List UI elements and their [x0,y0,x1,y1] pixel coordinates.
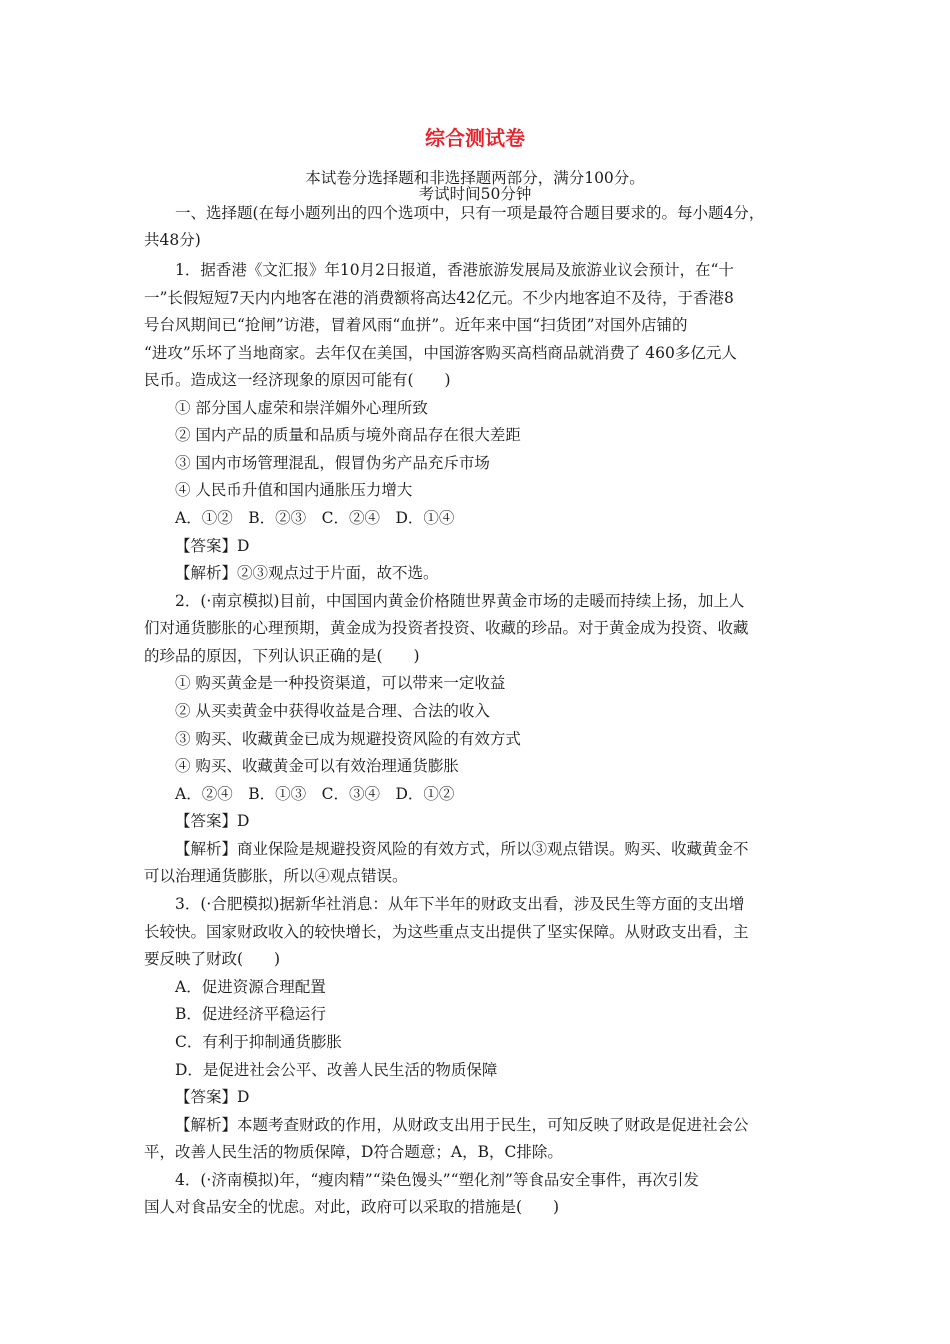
statement-item: ④ 人民币升值和国内通胀压力增大 [175,481,413,499]
question-stem: 的珍品的原因，下列认识正确的是( ) [144,647,420,665]
question-stem: 2．(·南京模拟)目前，中国国内黄金价格随世界黄金市场的走暖而持续上扬，加上人 [175,592,745,610]
question-stem: 要反映了财政( ) [144,950,281,968]
question-stem: 民币。造成这一经济现象的原因可能有( ) [144,371,451,389]
question-stem: “进攻”乐坏了当地商家。去年仅在美国，中国游客购买高档商品就消费了 460多亿元人 [144,344,737,362]
analysis: 【解析】②③观点过于片面，故不选。 [175,564,439,582]
page-title: 综合测试卷 [425,126,525,150]
question-stem: 们对通货膨胀的心理预期，黄金成为投资者投资、收藏的珍品。对于黄金成为投资、收藏 [144,619,749,637]
section-heading: 共48分) [144,231,201,249]
statement-item: ① 部分国人虚荣和崇洋媚外心理所致 [175,399,428,417]
choice-option: A．促进资源合理配置 [175,978,326,996]
answer: 【答案】D [175,1088,250,1106]
statement-item: ② 从买卖黄金中获得收益是合理、合法的收入 [175,702,490,720]
choice-option: D．是促进社会公平、改善人民生活的物质保障 [175,1061,498,1079]
choice-option: C．有利于抑制通货膨胀 [175,1033,342,1051]
question-stem: 号台风期间已“抢闸”访港，冒着风雨“血拼”。近年来中国“扫货团”对国外店铺的 [144,316,688,334]
question-stem: 长较快。国家财政收入的较快增长，为这些重点支出提供了坚实保障。从财政支出看，主 [144,923,749,941]
analysis: 可以治理通货膨胀，所以④观点错误。 [144,867,408,885]
answer-options: A．①② B．②③ C．②④ D．①④ [175,509,455,527]
answer: 【答案】D [175,537,250,555]
statement-item: ② 国内产品的质量和品质与境外商品存在很大差距 [175,426,521,444]
analysis: 【解析】本题考查财政的作用，从财政支出用于民生，可知反映了财政是促进社会公 [175,1116,749,1134]
answer-options: A．②④ B．①③ C．③④ D．①② [175,785,455,803]
question-stem: 1．据香港《文汇报》年10月2日报道，香港旅游发展局及旅游业议会预计，在“十 [175,261,734,279]
statement-item: ③ 国内市场管理混乱，假冒伪劣产品充斥市场 [175,454,490,472]
intro-line: 本试卷分选择题和非选择题两部分，满分100分。 [305,169,645,187]
choice-option: B．促进经济平稳运行 [175,1005,326,1023]
section-heading: 一、选择题(在每小题列出的四个选项中，只有一项是最符合题目要求的。每小题4分， [175,204,765,222]
question-stem: 国人对食品安全的忧虑。对此，政府可以采取的措施是( ) [144,1198,560,1216]
question-stem: 一”长假短短7天内内地客在港的消费额将高达42亿元。不少内地客迫不及待，于香港8 [144,289,734,307]
question-stem: 4．(·济南模拟)年，“瘦肉精”“染色馒头”“塑化剂”等食品安全事件，再次引发 [175,1171,699,1189]
statement-item: ① 购买黄金是一种投资渠道，可以带来一定收益 [175,674,506,692]
intro-line: 考试时间50分钟 [418,185,532,203]
analysis: 【解析】商业保险是规避投资风险的有效方式，所以③观点错误。购买、收藏黄金不 [175,840,749,858]
answer: 【答案】D [175,812,250,830]
question-stem: 3．(·合肥模拟)据新华社消息：从年下半年的财政支出看，涉及民生等方面的支出增 [175,895,745,913]
statement-item: ③ 购买、收藏黄金已成为规避投资风险的有效方式 [175,730,521,748]
analysis: 平，改善人民生活的物质保障，D符合题意；A，B，C排除。 [144,1143,563,1161]
statement-item: ④ 购买、收藏黄金可以有效治理通货膨胀 [175,757,459,775]
